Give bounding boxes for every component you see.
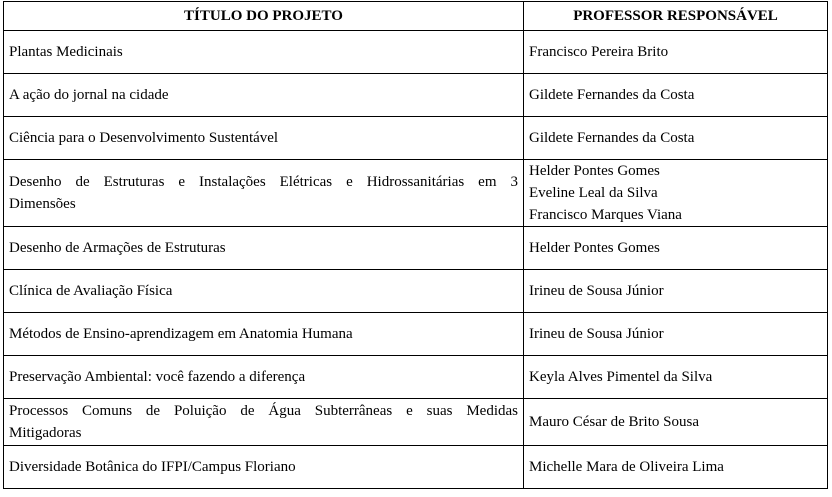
project-title-line: Mitigadoras [9, 425, 82, 441]
project-title-cell: A ação do jornal na cidade [4, 74, 524, 117]
professor-name: Irineu de Sousa Júnior [529, 283, 664, 299]
professor-name: Michelle Mara de Oliveira Lima [529, 459, 724, 475]
professor-name: Eveline Leal da Silva [529, 185, 658, 201]
project-title-line: Desenho de Estruturas e Instalações Elétricas e Hidrossanitárias em 3 [9, 174, 518, 190]
professor-name: Francisco Marques Viana [529, 207, 682, 223]
project-title-line: Processos Comuns de Poluição de Água Subterrâneas e suas Medidas [9, 403, 518, 419]
professor-cell [524, 160, 828, 227]
professor-cell [524, 31, 828, 74]
header-project-title: TÍTULO DO PROJETO [4, 2, 524, 31]
table-row [4, 446, 828, 489]
professor-cell [524, 446, 828, 489]
table-row [4, 270, 828, 313]
professor-cell [524, 227, 828, 270]
professor-name: Gildete Fernandes da Costa [529, 87, 695, 103]
professor-name: Mauro César de Brito Sousa [529, 414, 699, 430]
table-row [4, 313, 828, 356]
header-professor: PROFESSOR RESPONSÁVEL [524, 2, 828, 31]
project-title-cell: Plantas Medicinais [4, 31, 524, 74]
project-title-line: Dimensões [9, 196, 76, 212]
table-row [4, 31, 828, 74]
professor-cell [524, 356, 828, 399]
table-row [4, 227, 828, 270]
table-row [4, 160, 828, 227]
professor-cell [524, 270, 828, 313]
professor-name: Keyla Alves Pimentel da Silva [529, 369, 713, 385]
project-title-cell: Ciência para o Desenvolvimento Sustentável [4, 117, 524, 160]
professor-cell [524, 74, 828, 117]
table-row [4, 399, 828, 446]
table-row [4, 74, 828, 117]
professor-name: Gildete Fernandes da Costa [529, 130, 695, 146]
project-title-cell: Desenho de Armações de Estruturas [4, 227, 524, 270]
table-header-row [4, 2, 828, 31]
professor-cell [524, 399, 828, 446]
project-title-cell: Clínica de Avaliação Física [4, 270, 524, 313]
professor-cell [524, 313, 828, 356]
projects-table [3, 1, 828, 489]
professor-cell [524, 117, 828, 160]
table-row [4, 117, 828, 160]
project-title-cell: Preservação Ambiental: você fazendo a diferença [4, 356, 524, 399]
project-title-cell [4, 399, 524, 446]
project-title-cell: Diversidade Botânica do IFPI/Campus Floriano [4, 446, 524, 489]
table-row [4, 356, 828, 399]
project-title-cell [4, 160, 524, 227]
professor-name: Helder Pontes Gomes [529, 240, 660, 256]
project-title-cell: Métodos de Ensino-aprendizagem em Anatomia Humana [4, 313, 524, 356]
professor-name: Francisco Pereira Brito [529, 44, 669, 60]
professor-name: Irineu de Sousa Júnior [529, 326, 664, 342]
professor-name: Helder Pontes Gomes [529, 163, 660, 179]
